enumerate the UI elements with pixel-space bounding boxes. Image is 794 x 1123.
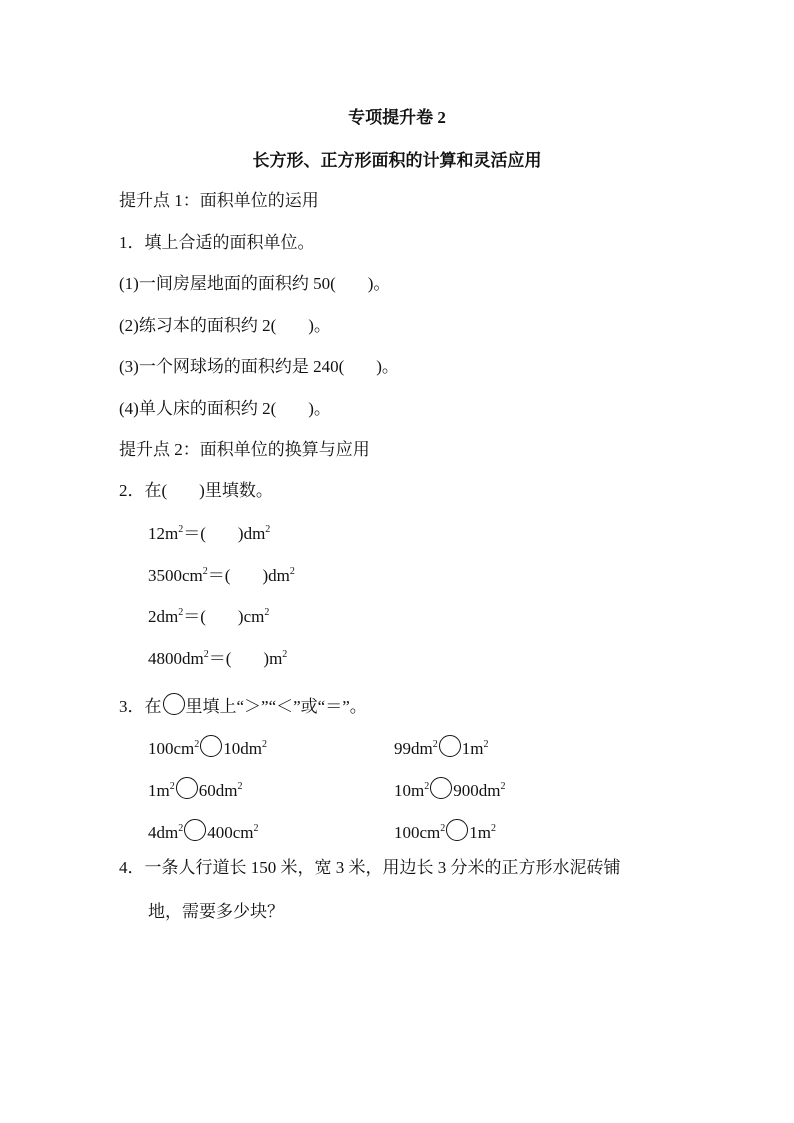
question-1-item-3: (3)一个网球场的面积约是 240( )。 [119, 357, 399, 376]
question-3-stem: 3．在 里填上“＞”“＜”或“＝”。 [119, 693, 367, 717]
question-1-item-4: (4)单人床的面积约 2( )。 [119, 399, 331, 418]
question-1-item-1: (1)一间房屋地面的面积约 50( )。 [119, 274, 391, 293]
question-4-line-1: 4．一条人行道长 150 米，宽 3 米，用边长 3 分米的正方形水泥砖铺 [119, 858, 621, 877]
page-title: 专项提升卷 2 [348, 108, 446, 127]
question-3-left-item-2: $1m^2$ $60dm^2$ [148, 777, 242, 801]
section-heading-2: 提升点 2：面积单位的换算与应用 [119, 440, 370, 459]
question-2-item-4: $4800dm^2=$( )$m^2$ [148, 649, 288, 668]
answer-circle[interactable] [200, 735, 222, 757]
question-3-right-item-1: $99dm^2$ $1m^2$ [394, 735, 488, 759]
answer-circle[interactable] [439, 735, 461, 757]
page-subtitle: 长方形、正方形面积的计算和灵活应用 [252, 151, 542, 170]
question-1-item-2: (2)练习本的面积约 2( )。 [119, 316, 331, 335]
answer-circle[interactable] [184, 819, 206, 841]
answer-circle[interactable] [176, 777, 198, 799]
question-3-right-item-3: $100cm^2$ $1m^2$ [394, 819, 496, 843]
question-3-left-item-1: $100cm^2$ $10dm^2$ [148, 735, 267, 759]
answer-circle[interactable] [430, 777, 452, 799]
section-heading-1: 提升点 1：面积单位的运用 [119, 191, 319, 210]
answer-circle[interactable] [446, 819, 468, 841]
question-2-item-3: $2dm^2=$( )$cm^2$ [148, 607, 270, 626]
question-2-stem: 2．在( )里填数。 [119, 481, 273, 500]
question-3-left-item-3: $4dm^2$ $400cm^2$ [148, 819, 259, 843]
question-4-line-2: 地，需要多少块？ [148, 902, 284, 921]
question-1-stem: 1．填上合适的面积单位。 [119, 233, 315, 252]
question-3-right-item-2: $10m^2$ $900dm^2$ [394, 777, 505, 801]
circle-icon [163, 693, 185, 715]
question-2-item-2: $3500cm^2=$( )$dm^2$ [148, 566, 295, 585]
question-2-item-1: $12m^2=$( )$dm^2$ [148, 524, 271, 543]
